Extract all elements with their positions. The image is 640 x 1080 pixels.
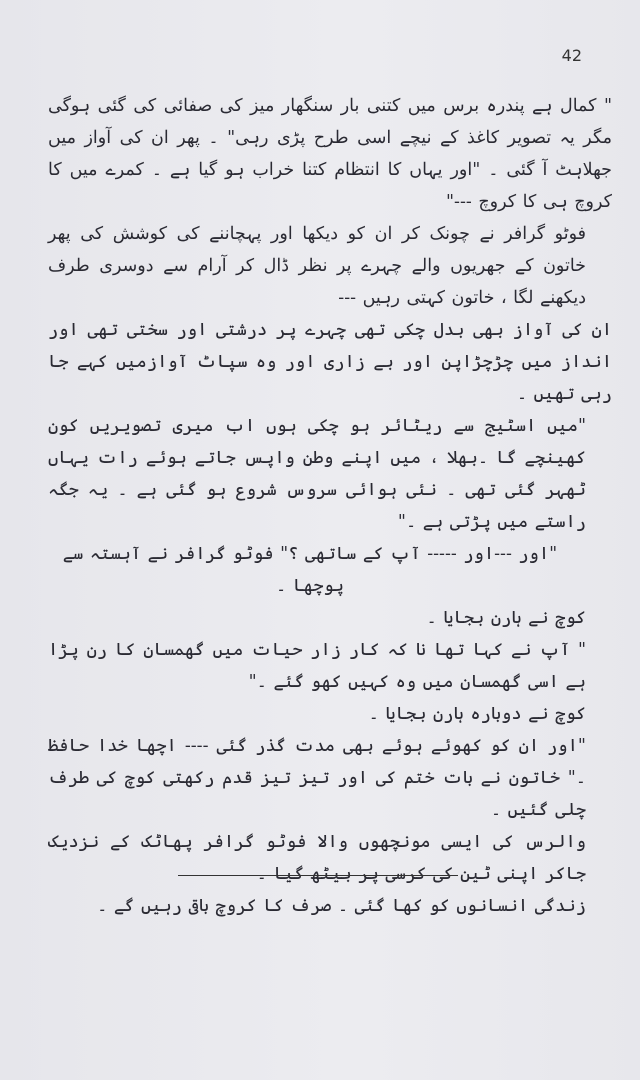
paragraph-7: " آپ نے کہا تھا نا کہ کار زار حیات میں گھمسان کا رن پڑا ہے اسی گھمسان میں وہ کہیں کھو گئے ۔" [48,640,586,692]
section-separator-line [178,875,458,876]
paragraph-10: والرس کی ایسی مونچھوں والا فوٹو گرافر پھاٹک کے نزدیک جاکر اپنی ٹین کی کرسی پر بیٹھ گیا ۔ [48,832,586,884]
paragraph-6: کوچ نے ہارن بجایا ۔ [426,608,586,628]
paragraph-9: "اور ان کو کھوئے ہوئے بھی مدت گذر گئی ---- اچھا خدا حافظ ۔" خاتون نے بات ختم کی اور تیز تیز قدم رکھتی کوچ کی طرف چلی گئیں ۔ [48,736,586,820]
paragraph-8: کوچ نے دوبارہ ہارن بجایا ۔ [368,704,586,724]
paragraph-11: زندگی انسانوں کو کھا گئی ۔ صرف کا کروچ باقی رہیں گے ۔ [97,896,586,916]
paragraph-2: فوٹو گرافر نے چونک کر ان کو دیکھا اور پہچاننے کی کوشش کی پھر خاتون کے جھریوں والے چہرے پر نظر ڈال کر آرام سے دوسری طرف دیکھنے لگا ، خاتون کہتی رہیں --- [48,224,586,308]
page-number: 42 [561,46,582,65]
paragraph-5: "اور ---اور ----- آپ کے ساتھی ؟" فوٹو گرافر نے آہستہ سے پوچھا ۔ [62,544,558,596]
paragraph-4: "میں اسٹیج سے ریٹائر ہو چکی ہوں اب میری تصویریں کون کھینچے گا ۔بھلا ، میں اپنے وطن واپس جاتے ہوئے رات یہاں ٹھہر گئی تھی ۔ نئی ہوائی سروس شروع ہو گئی ہے ۔ یہ جگہ راستے میں پڑتی ہے ۔" [48,416,586,532]
page-text [48,90,612,922]
paragraph-1: " کمال ہے پندرہ برس میں کتنی بار سنگھار میز کی صفائی کی گئی ہوگی مگر یہ تصویر کاغذ کے نیچے اسی طرح پڑی رہی" ۔ پھر ان کی آواز میں جھلاہٹ آ گئی ۔ "اور یہاں کا انتظام کتنا خراب ہو گیا ہے ۔ کمرے میں کا کروچ ہی کا کروچ ---" [48,96,612,212]
paragraph-3: ان کی آواز بھی بدل چکی تھی چہرے پر درشتی اور سختی تھی اور انداز میں چڑچڑاپن اور بے زاری اور وہ سپاٹ آوازمیں کہے جا رہی تھیں ۔ [48,320,612,404]
